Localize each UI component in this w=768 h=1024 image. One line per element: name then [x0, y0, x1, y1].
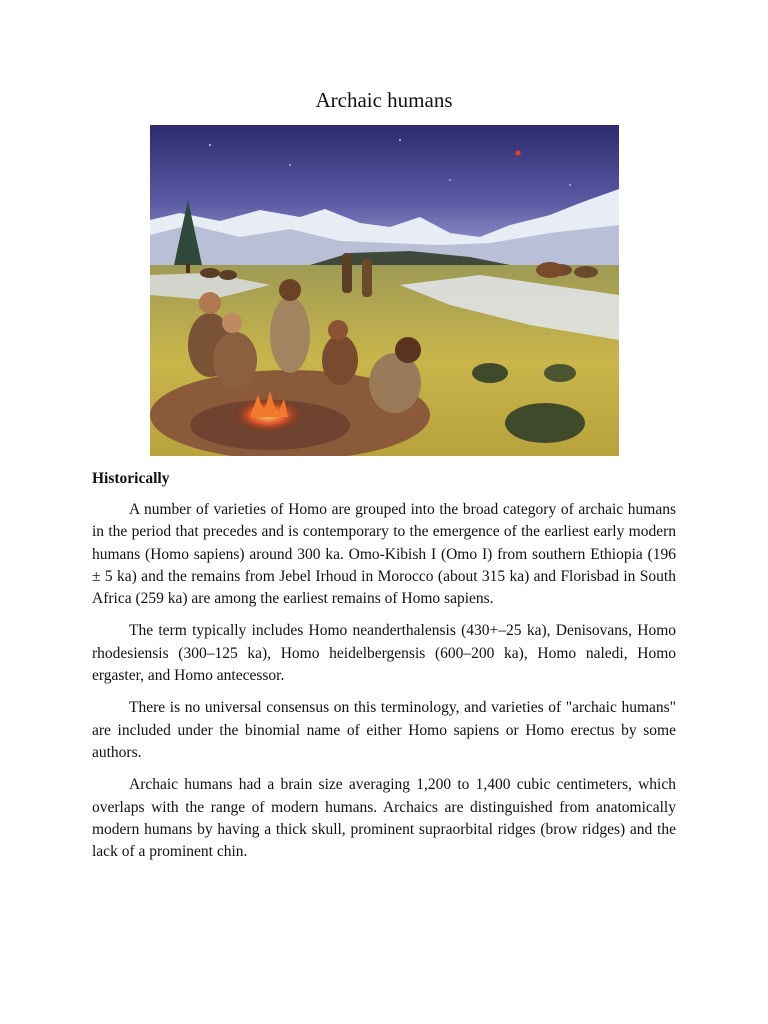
page-title: Archaic humans — [315, 88, 453, 112]
paragraph: A number of varieties of Homo are grouped into the broad category of archaic humans in the period that precedes and is contemporary to the emergence of the earliest early modern humans (Homo sapiens) around 300 ka. Omo-Kibish I (Omo I) from southern Ethiopia (196 ± 5 ka) and the remains from Jebel Irhoud in Morocco (about 315 ka) and Florisbad in South Africa (259 ka) are among the earliest remains of Homo sapiens. — [92, 501, 676, 608]
red-planet — [516, 151, 521, 156]
body-text — [92, 499, 676, 873]
paragraph: Archaic humans had a brain size averaging 1,200 to 1,400 cubic centimeters, which overlaps with the range of modern humans. Archaics are distinguished from anatomically modern humans by having a thick skull, prominent supraorbital ridges (brow ridges) and the lack of a prominent chin. — [92, 776, 676, 861]
illustration-figure — [150, 125, 619, 456]
section-heading: Historically — [92, 470, 170, 487]
shrub — [505, 403, 585, 443]
archaic-humans-illustration — [150, 125, 619, 456]
paragraph: The term typically includes Homo neanderthalensis (430+–25 ka), Denisovans, Homo rhodesiensis (300–125 ka), Homo heidelbergensis (600–200 ka), Homo naledi, Homo ergaster, and Homo antecessor. — [92, 622, 676, 685]
paragraph: There is no universal consensus on this terminology, and varieties of "archaic humans" are included under the binomial name of either Homo sapiens or Homo erectus by some authors. — [92, 699, 676, 761]
